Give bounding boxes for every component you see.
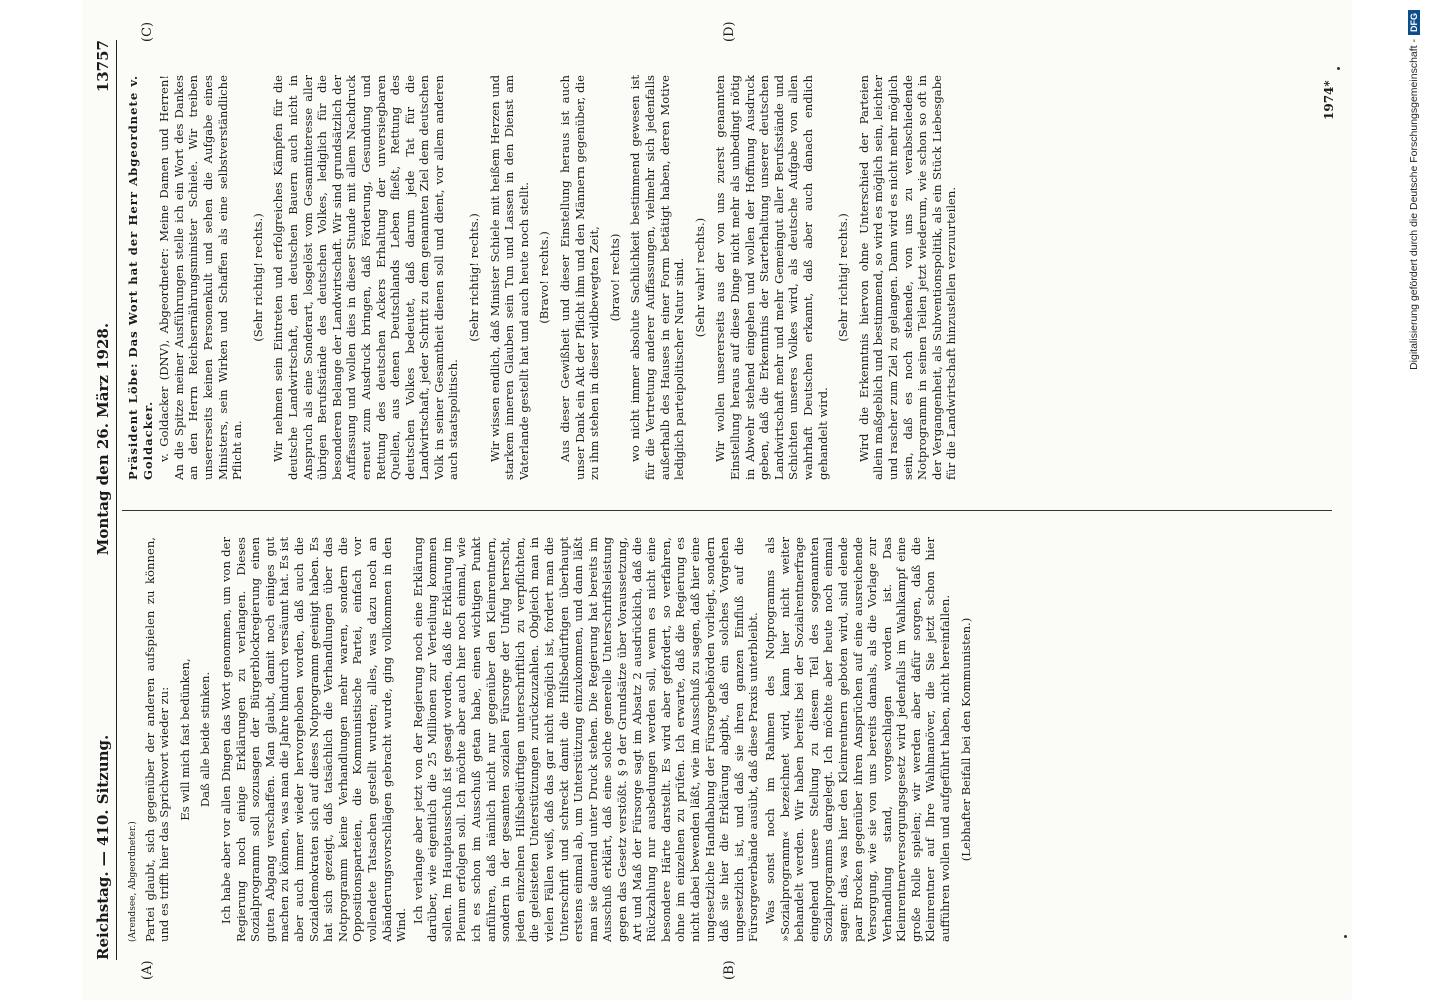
header-session: Reichstag. — 410. Sitzung.: [94, 734, 112, 960]
paragraph: Wird die Erkenntnis hiervon ohne Unterschied der Parteien allein maßgeblich und bestimmend, so wird es möglich sein, leichter und rascher zum Ziel zu gelangen. Dann wird es nicht mehr möglich sein, daß es noch stehende, von uns zu verabschiedende Notprogramm in seinen Teilen jetzt wiederum, wie schon so oft in der Vergangenheit, als Subventionspolitik, als ein Stück Liebesgabe für die Landwirtschaft hinzustellen verzuurteilen.: [856, 75, 959, 480]
interjection: (Sehr richtig! rechts.): [467, 213, 482, 342]
paragraph: Partei glaubt, sich gegenüber der anderen aufspielen zu können, und es trifft hier das Sprichwort wieder zu:: [142, 537, 172, 942]
digitization-text: Digitalisierung gefördert durch die Deutsche Forschungsgemeinschaft -: [1408, 39, 1420, 370]
quote-line: Daß alle beide stinken.: [198, 671, 213, 808]
speaker-continuation: (Arendsee, Abgeordneter.): [128, 821, 138, 942]
paragraph: Aus dieser Gewißheit und dieser Einstellung heraus ist auch unser Dank ein Akt der Pflicht ihm und den Männern gegenüber, die zu ihm stehen in dieser wildbewegten Zeit,: [558, 75, 602, 480]
margin-marker-b: (B): [722, 960, 737, 980]
paragraph: Wir wollen unsererseits aus der von uns zuerst genannten Einstellung heraus auf diese Dinge nicht mehr als unbedingt nötig in Abwehr stehend eingehen und wollen der Hoffnung Ausdruck geben, daß die Erkenntnis der Starterhaltung unserer deutschen Landwirtschaft mehr und mehr Gemeingut aller Berufsstände und Schichten unseres Volkes wird, als deutsche Aufgabe von allen wahrhaft Deutschen erkannt, daß aber auch danach endlich gehandelt wird.: [713, 75, 830, 480]
dfg-logo: DFG: [1408, 10, 1420, 35]
paragraph: Wir nehmen sein Eintreten und erfolgreiches Kämpfen für die deutsche Landwirtschaft, den deutschen Bauern auch nicht in Anspruch als eine Sonderart, losgelöst vom Gesamtinteresse aller übrigen Berufsstände des deutschen Volkes, lediglich für die besonderen Belange der Landwirtschaft. Wir sind grundsätzlich der Auffassung und wollen dies in dieser Stunde mit allem Nachdruck erneut zum Ausdruck bringen, daß Förderung, Gesundung und Rettung des deutschen Ackers Erhaltung der unversiegbaren Quellen, aus denen Deutschlands Leben fließt, Rettung des deutschen Volkes bedeutet, daß darum jede Tat für die Landwirtschaft, jeder Schritt zu dem genannten Ziel dem deutschen Volk in seiner Gesamtheit dienen soll und dient, vor allem anderen auch staatspolitisch.: [271, 75, 461, 480]
interjection: (Lebhafter Beifall bei den Kommunisten.): [958, 617, 973, 862]
paragraph: Ich habe aber vor allen Dingen das Wort genommen, um von der Regierung noch einige Erklärungen zu verlangen. Dieses Sozialprogramm soll sozusagen der Bürgerblockregierung einen guten Abgang verschaffen. Man glaubt, damit noch einiges gut machen zu können, was man die Jahre hindurch versäumt hat. Es ist aber auch immer wieder hervorgehoben worden, daß auch die Sozialdemokraten sich auf dieses Notprogramm geeinigt haben. Es hat sich gezeigt, daß tatsächlich die Verhandlungen über das Notprogramm keine Verhandlungen mehr waren, sondern die Oppositionsparteien, die Kommunistische Partei, einfach vor vollendete Tatsachen gestellt wurden; alles, was dazu noch an Abänderungsvorschlägen gebracht wurde, ging vollkommen in den Wind.: [218, 537, 409, 942]
scan-speck: [1344, 935, 1347, 938]
column-divider: [122, 510, 1332, 511]
interjection: (Sehr wahr! rechts.): [692, 217, 707, 338]
margin-marker-a: (A): [140, 960, 155, 980]
header-page-number: 13757: [94, 40, 112, 93]
paragraph: v. Goldacker (DNV), Abgeordneter: Meine Damen und Herren! An die Spitze meiner Ausführungen stelle ich ein Wort des Dankes an den Herrn Reichsernährungsminister Schiele. Wir treiben unsererseits keinen Personenkult und sehen die Aufgabe eines Ministers, sein Wirken und Schaffen als eine selbstverständliche Pflicht an.: [157, 75, 245, 480]
interjection: (Sehr richtig! rechts.): [250, 213, 265, 342]
paragraph: wo nicht immer absolute Sachlichkeit bestimmend gewesen ist für die Vertretung anderer Auffassungen, vielmehr sich jedenfalls außerhalb des Hauses in einer Form betätigt haben, deren Motive lediglich parteipolitischer Natur sind.: [628, 75, 687, 480]
digitization-note: [1405, 10, 1423, 990]
interjection: (Sehr richtig! rechts.): [836, 213, 851, 342]
left-column: [126, 537, 1330, 942]
margin-marker-d: (D): [722, 21, 737, 42]
paragraph: Wir wissen endlich, daß Minister Schiele mit heißem Herzen und starkem inneren Glauben sein Tun und Lassen in den Dienst am Vaterlande gestellt hat und auch heute noch stellt.: [487, 75, 531, 480]
right-column: [126, 75, 1330, 480]
interjection: (bravo! rechts): [607, 233, 622, 322]
document-page: [82, 0, 1352, 1000]
header-date: Montag den 26. März 1928.: [94, 322, 112, 556]
paragraph: Was sonst noch im Rahmen des Notprogramms als »Sozialprogramm« bezeichnet wird, kann hier nicht weiter behandelt werden. Wir haben bereits bei der Sozialrentnerfrage eingehend unsere Stellung zu diesem Teil des sogenannten Sozialprogramms dargelegt. Ich möchte aber heute noch einmal sagen: das, was hier den Kleinrentnern geboten wird, sind elende paar Brocken gegenüber ihren Ansprüchen auf eine ausreichende Versorgung, wie sie von uns bereits damals, als die Vorlage zur Verhandlung stand, vorgeschlagen worden ist. Das Kleinrentnerversorgungsgesetz wird jedenfalls im Wahlkampf eine große Rolle spielen; wir werden aber dafür sorgen, daß die Kleinrentner auf Ihre Wahlmanöver, die Sie jetzt schon hier aufführen wollen und aufgeführt haben, nicht hereinfallen.: [762, 537, 953, 942]
scan-speck: [1337, 67, 1340, 70]
sheet-number: 1974*: [1322, 80, 1336, 120]
paragraph: Ich verlange aber jetzt von der Regierung noch eine Erklärung darüber, wie eigentlich die 25 Millionen zur Verteilung kommen sollen. Im Hauptausschuß ist gesagt worden, daß die Erklärung im Plenum erfolgen soll. Ich möchte aber auch hier noch einmal, wie ich es schon im Ausschuß getan habe, einen wichtigen Punkt anführen, daß nämlich nicht nur gegenüber den Kleinrentnern, sondern in der gesamten sozialen Fürsorge der Unfug herrscht, jeden einzelnen Hilfsbedürftigen unterschriftlich zu verpflichten, die geleisteten Unterstützungen zurückzuzahlen. Obgleich man in vielen Fällen weiß, daß das gar nicht möglich ist, fordert man die Unterschrift und schreckt damit die Hilfsbedürftigen überhaupt erstens einmal ab, um Unterstützung einzukommen, und dann läßt man sie dauernd unter Druck stehen. Die Regierung hat bereits im Ausschuß erklärt, daß eine solche generelle Unterschriftsleistung gegen das Gesetz verstößt. § 9 der Grundsätze über Voraussetzung, Art und Maß der Fürsorge sagt im Absatz 2 ausdrücklich, daß die Rückzahlung nur ausbedungen werden soll, wenn es nicht eine besondere Härte darstellt. Es wird aber gefordert, so verfahren, ohne im einzelnen zu prüfen. Ich erwarte, daß die Regierung es nicht dabei bewenden läßt, wie im Ausschuß zu sagen, daß hier eine ungesetzliche Handhabung der Fürsorgebehörden vorliegt, sondern daß sie hier die Erklärung abgibt, daß ein solches Vorgehen ungesetzlich ist, und daß sie ihren ganzen Einfluß auf die Fürsorgeverbände ausübt, daß diese Praxis unterbleibt.: [410, 537, 761, 942]
president-announcement: Präsident Löbe: Das Wort hat der Herr Abgeordnete v. Goldacker.: [126, 75, 155, 480]
quote-line: Es will mich fast bedünken,: [177, 658, 192, 821]
interjection: (Bravo! rechts.): [537, 231, 552, 324]
page-header: [90, 40, 117, 960]
margin-marker-c: (C): [140, 21, 155, 42]
